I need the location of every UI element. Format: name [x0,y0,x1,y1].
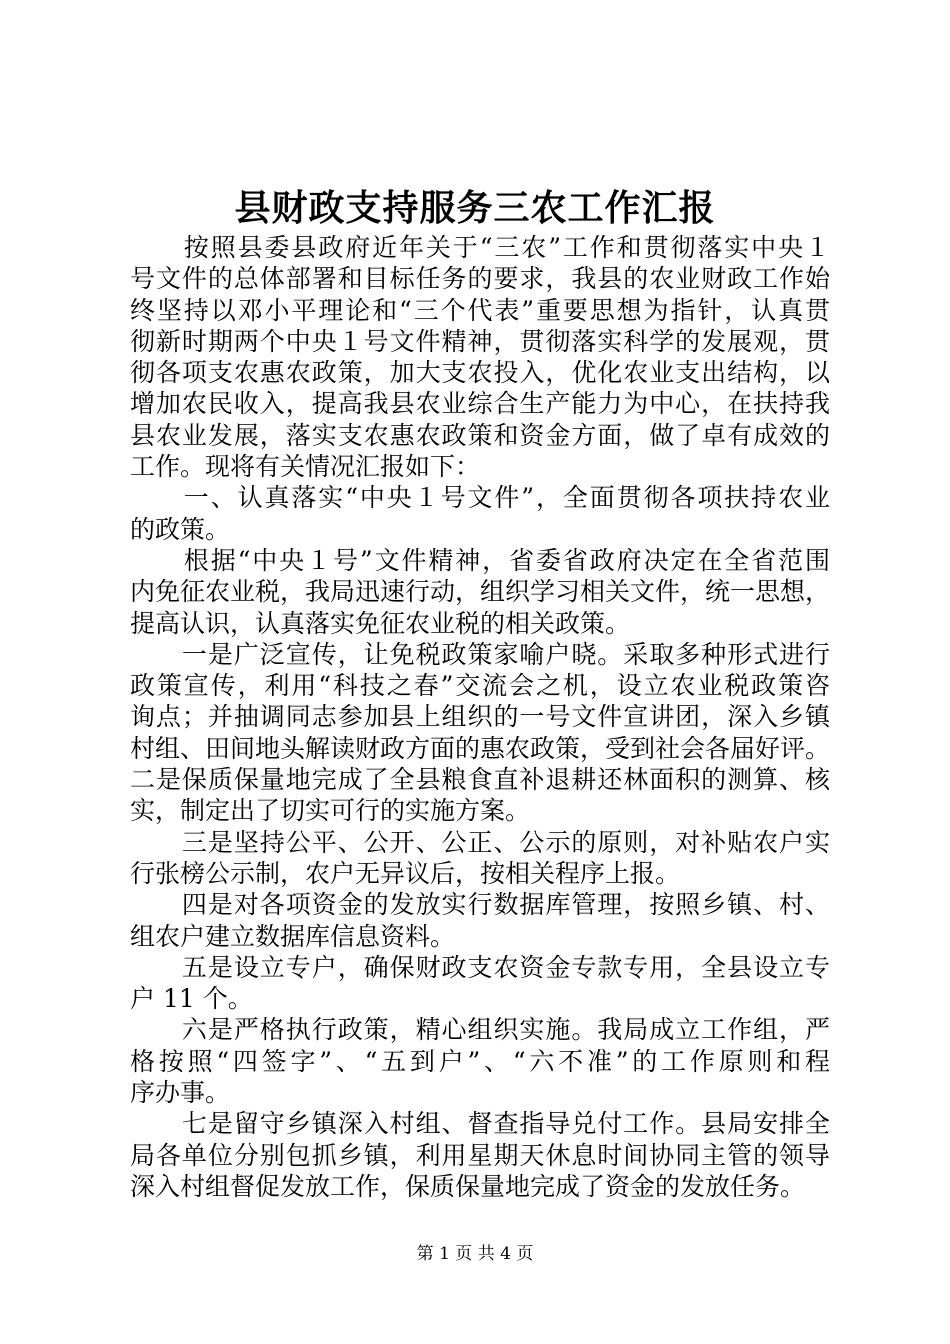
body-line: 格按照“四签字”、“五到户”、“六不准”的工作原则和程 [130,1046,830,1076]
body-line: 彻新时期两个中央１号文件精神，贯彻落实科学的发展观，贯 [130,326,830,356]
body-line: 七是留守乡镇深入村组、督查指导兑付工作。县局安排全 [130,1109,830,1139]
body-line: 五是设立专户，确保财政支农资金专款专用，全县设立专 [130,952,830,982]
body-line: 的政策。 [130,514,231,544]
body-line: 三是坚持公平、公开、公正、公示的原则，对补贴农户实 [130,827,830,857]
body-line: 根据“中央１号”文件精神，省委省政府决定在全省范围 [130,545,830,575]
body-line: 一、认真落实“中央１号文件”，全面贯彻各项扶持农业 [130,483,830,513]
body-line: 增加农民收入，提高我县农业综合生产能力为中心，在扶持我 [130,389,830,419]
body-line: 村组、田间地头解读财政方面的惠农政策，受到社会各届好评。 [130,733,831,763]
body-line: 终坚持以邓小平理论和“三个代表”重要思想为指针，认真贯 [130,295,830,325]
body-line: 内免征农业税，我局迅速行动，组织学习相关文件，统一思想， [130,577,831,607]
body-line: 组农户建立数据库信息资料。 [130,921,456,951]
body-line: 行张榜公示制，农户无异议后，按相关程序上报。 [130,858,681,888]
body-line: 县农业发展，落实支农惠农政策和资金方面，做了卓有成效的 [130,420,830,450]
body-line: 按照县委县政府近年关于“三农”工作和贯彻落实中央１ [130,233,830,262]
body-line: 号文件的总体部署和目标任务的要求，我县的农业财政工作始 [130,264,830,294]
body-line: 四是对各项资金的发放实行数据库管理，按照乡镇、村、 [130,890,830,920]
body-line: 提高认识，认真落实免征农业税的相关政策。 [130,608,631,638]
document-title: 县财政支持服务三农工作汇报 [234,187,716,229]
document-body [130,232,830,1202]
body-line: 六是严格执行政策，精心组织实施。我局成立工作组，严 [130,1015,830,1045]
body-line: 户 11 个。 [130,984,253,1014]
body-line: 深入村组督促发放工作，保质保量地完成了资金的发放任务。 [130,1171,806,1201]
body-line: 政策宣传，利用“科技之春”交流会之机，设立农业税政策咨 [130,671,830,701]
body-line: 工作。现将有关情况汇报如下： [130,452,481,482]
body-line: 序办事。 [130,1078,231,1108]
body-line: 彻各项支农惠农政策，加大支农投入，优化农业支出结构，以 [130,358,830,388]
body-line: 实，制定出了切实可行的实施方案。 [130,796,531,826]
page-footer: 第 1 页 共 4 页 [416,1244,534,1264]
body-line: 局各单位分别包抓乡镇，利用星期天休息时间协同主管的领导 [130,1140,830,1170]
body-line: 询点；并抽调同志参加县上组织的一号文件宣讲团，深入乡镇 [130,702,830,732]
body-line: 二是保质保量地完成了全县粮食直补退耕还林面积的测算、核 [130,765,830,795]
body-line: 一是广泛宣传，让免税政策家喻户晓。采取多种形式进行 [130,639,830,669]
